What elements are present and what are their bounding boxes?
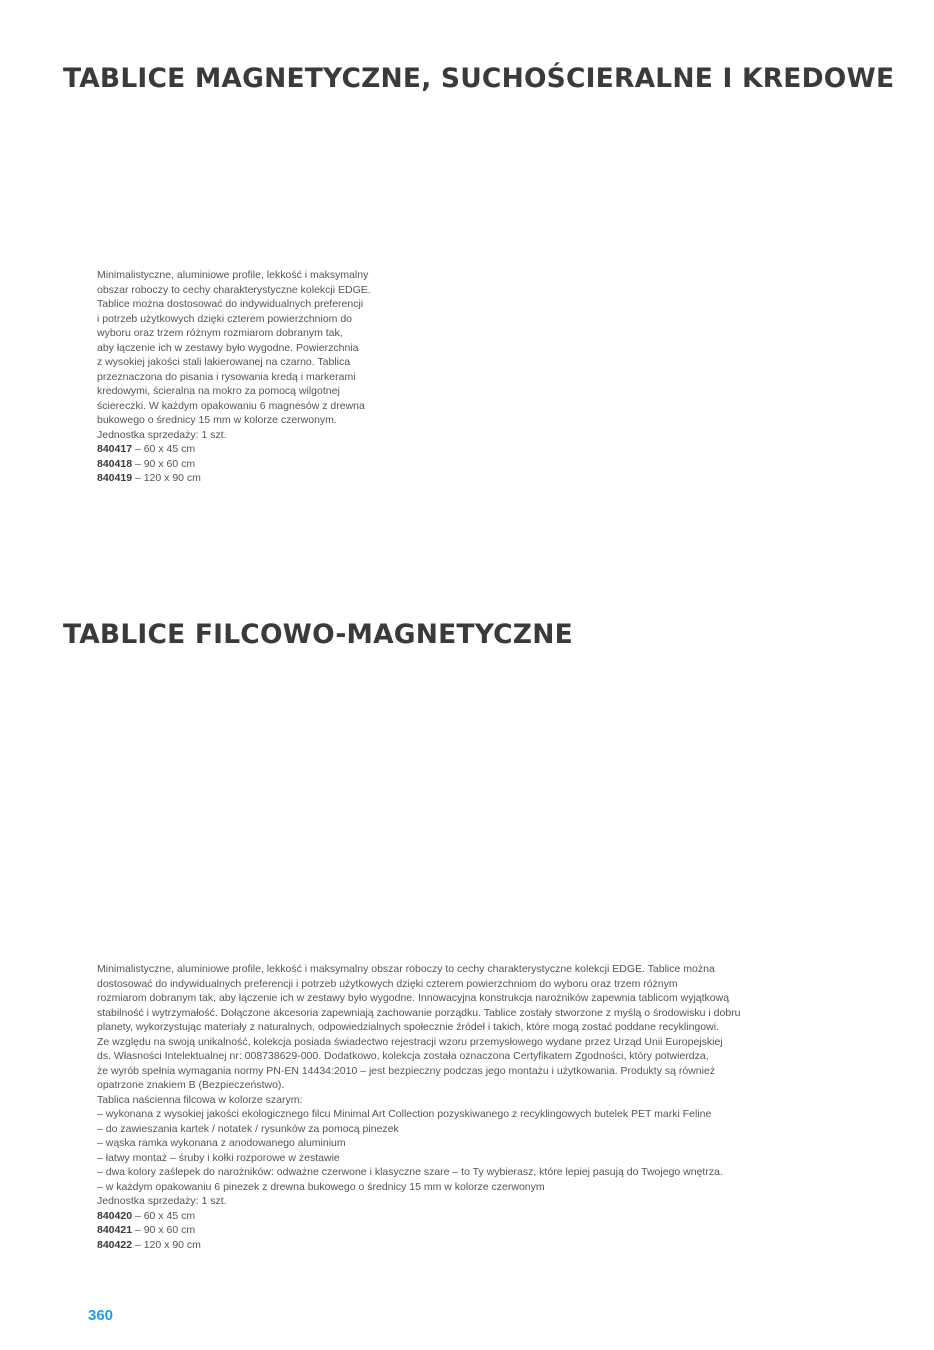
- description-line: Jednostka sprzedaży: 1 szt.: [97, 428, 227, 441]
- section-title-felt-magnetic-boards: TABLICE FILCOWO-MAGNETYCZNE: [63, 619, 573, 650]
- product-code: 840420: [97, 1209, 133, 1222]
- description-line: dostosować do indywidualnych preferencji i potrzeb użytkowych dzięki czterem powierzchniom do wyboru oraz trzem różnym: [97, 977, 678, 990]
- description-line: rozmiarom dobranym tak, aby łączenie ich w zestawy było wygodne. Innowacyjna konstrukcja narożników zapewnia tablicom wyjątkową: [97, 992, 730, 1004]
- description-line: Minimalistyczne, aluminiowe profile, lekkość i maksymalny obszar roboczy to cechy charakterystyczne kolekcji EDGE. Tablice można: [97, 963, 715, 975]
- product-size: – 60 x 45 cm: [132, 1209, 196, 1222]
- description-line: Minimalistyczne, aluminiowe profile, lekkość i maksymalny: [97, 269, 369, 281]
- page-number: 360: [88, 1307, 114, 1324]
- product-code: 840422: [97, 1238, 133, 1251]
- description-line: Ze względu na swoją unikalność, kolekcja posiada świadectwo rejestracji wzoru przemysłowego wydane przez Urząd Unii Europejskiej: [97, 1035, 723, 1048]
- description-line: opatrzone znakiem B (Bezpieczeństwo).: [97, 1079, 285, 1091]
- description-line: wyboru oraz trzem różnym rozmiarom dobranym tak,: [97, 327, 343, 339]
- description-line: z wysokiej jakości stali lakierowanej na czarno. Tablica: [97, 356, 351, 368]
- description-line: – wykonana z wysokiej jakości ekologicznego filcu Minimal Art Collection pozyskiwanego z recyklingowych butelek PET marki Feline: [97, 1108, 712, 1120]
- product-size: – 120 x 90 cm: [132, 1238, 201, 1251]
- description-line: kredowymi, ścieralna na mokro za pomocą wilgotnej: [97, 385, 340, 397]
- description-line: planety, wykorzystując materiały z naturalnych, odpowiedzialnych społecznie źródeł i takich, które mogą zostać poddane recyklingowi.: [97, 1021, 719, 1033]
- description-line: że wyrób spełnia wymagania normy PN-EN 14434:2010 – jest bezpieczny podczas jego montażu i użytkowania. Produkty są również: [97, 1064, 716, 1077]
- product-size: – 90 x 60 cm: [132, 1224, 196, 1236]
- section-description-felt-magnetic-boards: [97, 962, 797, 1252]
- description-line: – łatwy montaż – śruby i kołki rozporowe w zestawie: [97, 1151, 340, 1164]
- product-row: [97, 471, 397, 486]
- product-size: – 90 x 60 cm: [132, 457, 196, 470]
- section-description-magnetic-boards: [97, 268, 397, 486]
- product-code: 840417: [97, 443, 133, 455]
- description-line: przeznaczona do pisania i rysowania kredą i markerami: [97, 370, 356, 383]
- description-line: bukowego o średnicy 15 mm w kolorze czerwonym.: [97, 414, 337, 426]
- description-line: – w każdym opakowaniu 6 pinezek z drewna bukowego o średnicy 15 mm w kolorze czerwonym: [97, 1180, 545, 1193]
- description-line: aby łączenie ich w zestawy było wygodne. Powierzchnia: [97, 341, 359, 354]
- product-row: [97, 457, 397, 472]
- product-code: 840419: [97, 472, 133, 484]
- description-line: ds. Własności Intelektualnej nr: 008738629-000. Dodatkowo, kolekcja została oznaczona Certyfikatem Zgodności, który potwierdza,: [97, 1050, 709, 1062]
- section-title-magnetic-boards: TABLICE MAGNETYCZNE, SUCHOŚCIERALNE I KREDOWE: [63, 63, 895, 94]
- product-row: [97, 1209, 797, 1224]
- description-line: Tablica naścienna filcowa w kolorze szarym:: [97, 1093, 303, 1106]
- description-line: i potrzeb użytkowych dzięki czterem powierzchniom do: [97, 312, 353, 325]
- product-size: – 120 x 90 cm: [132, 472, 201, 484]
- product-code: 840418: [97, 457, 133, 470]
- product-size: – 60 x 45 cm: [132, 443, 196, 455]
- description-line: – wąska ramka wykonana z anodowanego aluminium: [97, 1137, 346, 1149]
- description-line: Jednostka sprzedaży: 1 szt.: [97, 1195, 227, 1207]
- product-code: 840421: [97, 1224, 133, 1236]
- product-row: [97, 442, 397, 457]
- product-row: [97, 1223, 797, 1238]
- description-line: stabilność i wytrzymałość. Dołączone akcesoria zapewniają zachowanie porządku. Tablice zostały stworzone z myślą o środowisku i dobru: [97, 1006, 741, 1019]
- product-row: [97, 1238, 797, 1253]
- description-line: – do zawieszania kartek / notatek / rysunków za pomocą pinezek: [97, 1122, 399, 1135]
- description-line: Tablice można dostosować do indywidualnych preferencji: [97, 298, 364, 310]
- description-line: – dwa kolory zaślepek do narożników: odważne czerwone i klasyczne szare – to Ty wybierasz, które lepiej pasują do Twojego wnętrza.: [97, 1166, 723, 1178]
- description-line: ściereczki. W każdym opakowaniu 6 magnesów z drewna: [97, 399, 365, 412]
- description-line: obszar roboczy to cechy charakterystyczne kolekcji EDGE.: [97, 283, 371, 296]
